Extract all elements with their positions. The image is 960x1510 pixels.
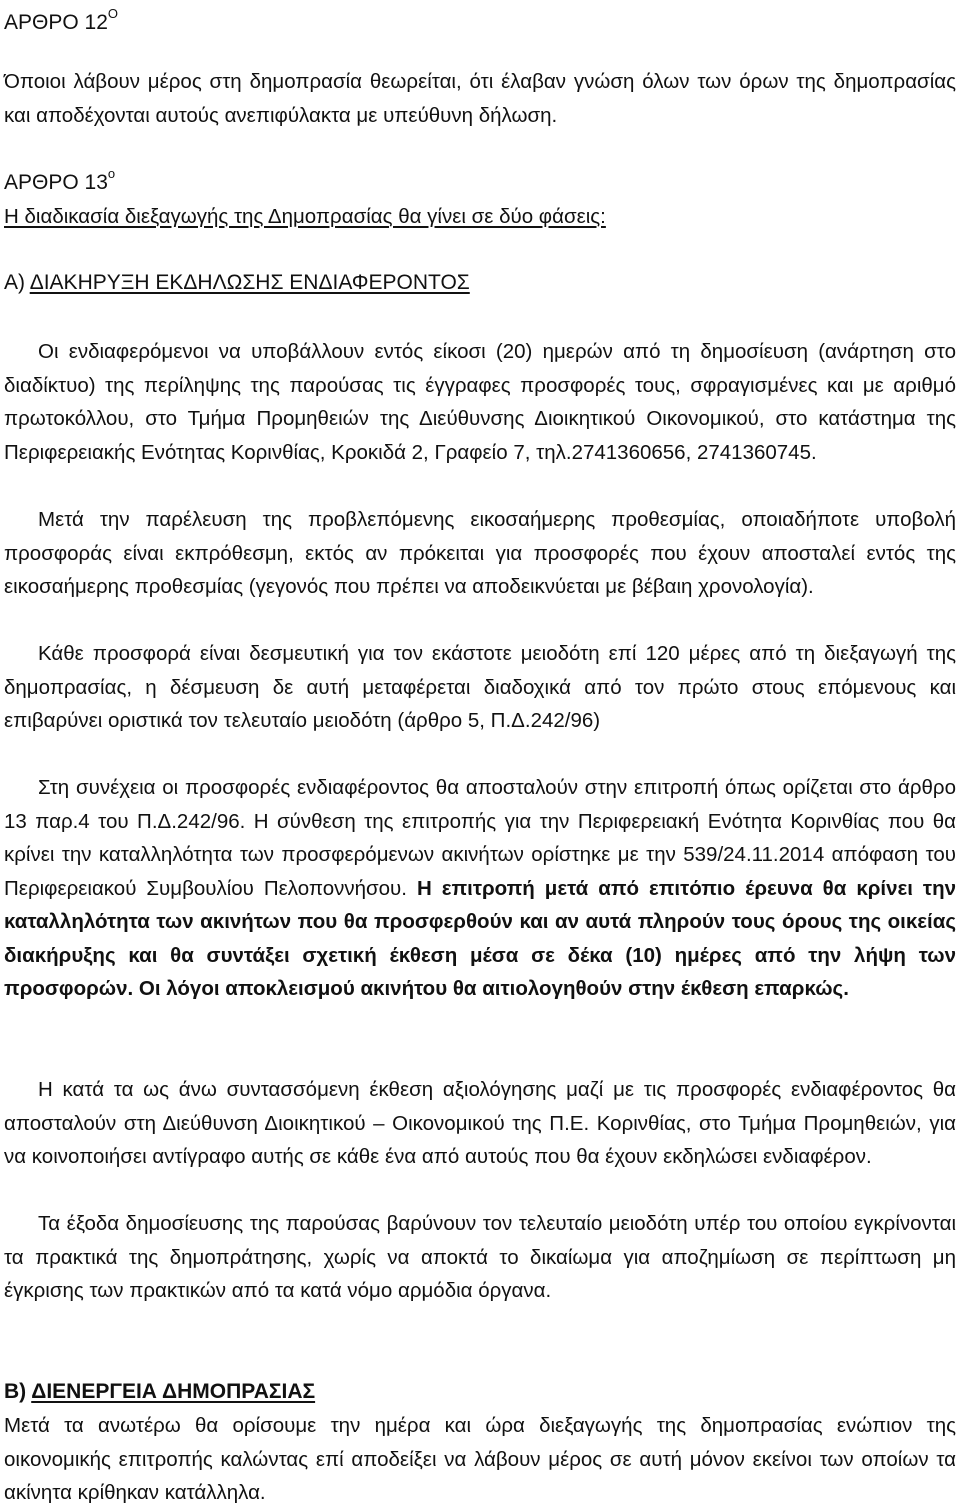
article-12-heading: ΑΡΘΡΟ $12^O$ <box>4 6 119 34</box>
article-13-intro: Η διαδικασία διεξαγωγής της Δημοπρασίας θα γίνει σε δύο φάσεις: <box>4 205 606 228</box>
phase-a-heading: Α) ΔΙΑΚΗΡΥΞΗ ΕΚΔΗΛΩΣΗΣ ΕΝΔΙΑΦΕΡΟΝΤΟΣ <box>4 271 470 294</box>
phase-a-paragraph-3: Κάθε προσφορά είναι δεσμευτική για τον εκάστοτε μειοδότη επί 120 μέρες από τη διεξαγωγή της δημοπρασίας, η δέσμευση δε αυτή μεταφέρεται διαδοχικά από τον πρώτο στους επόμενους και επιβαρύνει οριστικά τον τελευταίο μειοδότη (άρθρο 5, Π.Δ.242/96) <box>4 642 956 732</box>
article-13-superscript: ο <box>107 166 116 181</box>
phase-a-paragraph-4 <box>4 771 956 1006</box>
phase-a-paragraph-6: Τα έξοδα δημοσίευσης της παρούσας βαρύνουν τον τελευταίο μειοδότη υπέρ του οποίου εγκρίνονται τα πρακτικά της δημοπράτησης, χωρίς να αποκτά το δικαίωμα για αποζημίωση σε περίπτωση μη έγκρισης των πρακτικών από τα κατά νόμο αρμόδια όργανα. <box>4 1212 956 1302</box>
phase-a-paragraph-4-normal: Στη συνέχεια οι προσφορές ενδιαφέροντος θα αποσταλούν στην επιτροπή όπως ορίζεται στο άρθρο 13 παρ.4 του Π.Δ.242/96. Η σύνθεση της επιτροπής για την Περιφερειακή Ενότητα Κορινθίας που θα κρίνει την καταλληλότητα των προσφερόμενων ακινήτων ορίστηκε με την 539/24.11.2014 απόφαση του Περιφερειακού Συμβουλίου Πελοποννήσου. <box>4 776 956 900</box>
phase-a-title: ΔΙΑΚΗΡΥΞΗ ΕΚΔΗΛΩΣΗΣ ΕΝΔΙΑΦΕΡΟΝΤΟΣ <box>29 271 470 294</box>
article-12-superscript: Ο <box>107 6 119 21</box>
phase-b-paragraph-1: Μετά τα ανωτέρω θα ορίσουμε την ημέρα και ώρα διεξαγωγής της δημοπρασίας ενώπιον της οικονομικής επιτροπής καλώντας επί αποδείξει να λάβουν μέρος σε αυτή μόνον εκείνοι των οποίων τα ακίνητα κρίθηκαν κατάλληλα. <box>4 1414 956 1504</box>
phase-a-paragraph-2: Μετά την παρέλευση της προβλεπόμενης εικοσαήμερης προθεσμίας, οποιαδήποτε υποβολή προσφοράς είναι εκπρόθεσμη, εκτός αν πρόκειται για προσφορές που έχουν αποσταλεί εντός της εικοσαήμερης προθεσμίας (γεγονός που πρέπει να αποδεικνύεται με βέβαιη χρονολογία). <box>4 508 956 598</box>
phase-b-title: ΔΙΕΝΕΡΓΕΙΑ ΔΗΜΟΠΡΑΣΙΑΣ <box>31 1380 316 1403</box>
phase-b-heading: Β) ΔΙΕΝΕΡΓΕΙΑ ΔΗΜΟΠΡΑΣΙΑΣ <box>4 1380 316 1403</box>
article-12-text: Όποιοι λάβουν μέρος στη δημοπρασία θεωρείται, ότι έλαβαν γνώση όλων των όρων της δημοπρασίας και αποδέχονται αυτούς ανεπιφύλακτα με υπεύθυνη δήλωση. <box>4 70 956 127</box>
phase-a-paragraph-1: Οι ενδιαφερόμενοι να υποβάλλουν εντός είκοσι (20) ημερών από τη δημοσίευση (ανάρτηση στο διαδίκτυο) της περίληψης της παρούσας τις έγγραφες προσφορές τους, σφραγισμένες και με αριθμό πρωτοκόλλου, στο Τμήμα Προμηθειών της Διεύθυνσης Διοικητικού Οικονομικού, στο κατάστημα της Περιφερειακής Ενότητας Κορινθίας, Κροκιδά 2, Γραφείο 7, τηλ.2741360656, 2741360745. <box>4 340 956 464</box>
article-13-heading: ΑΡΘΡΟ $13^o$ <box>4 166 116 194</box>
phase-a-paragraph-4-bold: Η επιτροπή μετά από επιτόπιο έρευνα θα κρίνει την καταλληλότητα των ακινήτων που θα προσφερθούν και αν αυτά πληρούν τους όρους της οικείας διακήρυξης και θα συντάξει σχετική έκθεση μέσα σε δέκα (10) ημέρες από την λήψη των προσφορών. Οι λόγοι αποκλεισμού ακινήτου θα αιτιολογηθούν στην έκθεση επαρκώς. <box>4 876 956 1000</box>
phase-a-paragraph-5: Η κατά τα ως άνω συντασσόμενη έκθεση αξιολόγησης μαζί με τις προσφορές ενδιαφέροντος θα αποσταλούν στη Διεύθυνση Διοικητικού – Οικονομικού της Π.Ε. Κορινθίας, στο Τμήμα Προμηθειών, για να κοινοποιήσει αντίγραφο αυτής σε κάθε ένα από αυτούς που θα έχουν εκδηλώσει ενδιαφέρον. <box>4 1078 956 1168</box>
